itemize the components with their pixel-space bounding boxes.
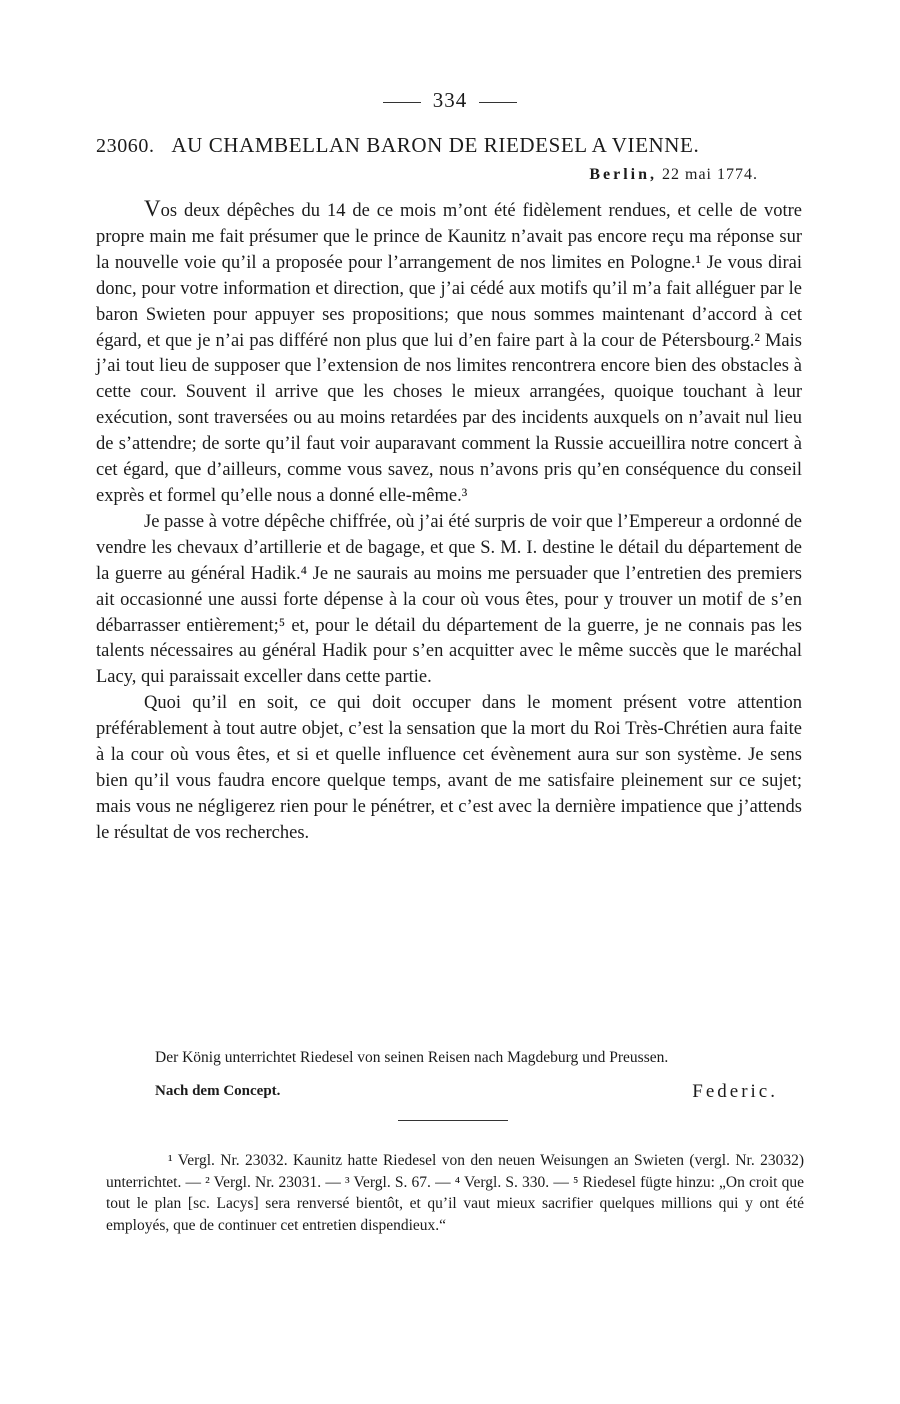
dateline <box>589 166 758 184</box>
signature: Federic. <box>692 1081 778 1102</box>
page-number-rule-left <box>383 102 421 103</box>
footnote-separator <box>398 1120 508 1121</box>
page-number-text: 334 <box>432 88 468 112</box>
source-note: Nach dem Concept. <box>155 1083 281 1099</box>
paragraph-1 <box>96 196 802 510</box>
letter-number: 23060. <box>96 135 155 157</box>
paragraph-2 <box>96 510 802 691</box>
paragraph-1-text: os deux dépêches du 14 de ce mois m’ont été fidèlement rendues, et celle de votre propre main me fait présumer que le prince de Kaunitz n’avait pas encore reçu ma réponse sur la nouvelle voie qu’il a proposée pour l’arrangement de nos limites en Pologne.¹ Je vous dirai donc, pour votre information et direction, que j’ai cédé aux motifs qu’il m’a fait alléguer par le baron Swieten pour appuyer ses propositions; que nous sommes maintenant d’accord à cet égard, et que je n’ai pas différé non plus que lui d’en faire part à la cour de Pétersbourg.² Mais j’ai tout lieu de supposer que l’extension de nos limites rencontrera encore bien des obstacles à cette cour. Souvent il arrive que les choses le mieux arrangées, quoique touchant à leur exécution, sont traversées ou au moins retardées par des incidents auxquels on n’avait nul lieu de s’attendre; de sorte qu’il faut voir auparavant comment la Russie accueillira notre concert à cet égard, que d’ailleurs, comme vous savez, nous n’avons pris qu’en conséquence du conseil exprès et formel qu’elle nous a donné elle-même.³ <box>96 201 802 506</box>
dateline-date: 22 mai 1774. <box>662 166 758 183</box>
footnotes <box>106 1150 804 1236</box>
letter-heading <box>96 133 796 158</box>
letter-title: AU CHAMBELLAN BARON DE RIEDESEL A VIENNE. <box>171 133 700 157</box>
letter-body <box>96 196 802 847</box>
editor-note: Der König unterrichtet Riedesel von seinen Reisen nach Magdeburg und Preussen. <box>155 1049 669 1066</box>
paragraph-3-text: Quoi qu’il en soit, ce qui doit occuper dans le moment présent votre attention préférablement à tout autre objet, c’est la sensation que la mort du Roi Très-Chrétien aura faite à la cour où vous êtes, et si et quelle influence cet évènement aura sur son système. Je sens bien qu’il vous faudra encore quelque temps, avant de me satisfaire pleinement sur ce sujet; mais vous ne négligerez rien pour le pénétrer, et c’est avec la dernière impatience que j’attends le résultat de vos recherches. <box>96 693 802 843</box>
paragraph-1-initial: V <box>144 196 161 221</box>
paragraph-3 <box>96 691 802 846</box>
footnotes-text: ¹ Vergl. Nr. 23032. Kaunitz hatte Riedesel von den neuen Weisungen an Swieten (vergl. Nr. 23032) unterrichtet. — ² Vergl. Nr. 23031. — ³ Vergl. S. 67. — ⁴ Vergl. S. 330. — ⁵ Riedesel fügte hinzu: „On croit que tout le plan [sc. Lacys] sera renversé bientôt, et qu’il vaut mieux sacrifier quelques millions qui y ont été employés, que de continuer cet entretien dispendieux.“ <box>106 1152 804 1234</box>
paragraph-2-text: Je passe à votre dépêche chiffrée, où j’ai été surpris de voir que l’Empereur a ordonné de vendre les chevaux d’artillerie et de bagage, et que S. M. I. destine le détail du département de la guerre au général Hadik.⁴ Je ne saurais au moins me persuader que l’entretien des premiers ait occasionné une aussi forte dépense à la cour où vous êtes, pour y trouver un motif de s’en débarrasser entièrement;⁵ et, pour le détail du département de la guerre, je ne connais pas les talents nécessaires au général Hadik pour s’en acquitter avec le même succès que le maréchal Lacy, qui paraissait exceller dans cette partie. <box>96 511 802 688</box>
page-number-rule-right <box>479 102 517 103</box>
page-number <box>0 88 900 113</box>
dateline-place: Berlin, <box>589 166 657 183</box>
